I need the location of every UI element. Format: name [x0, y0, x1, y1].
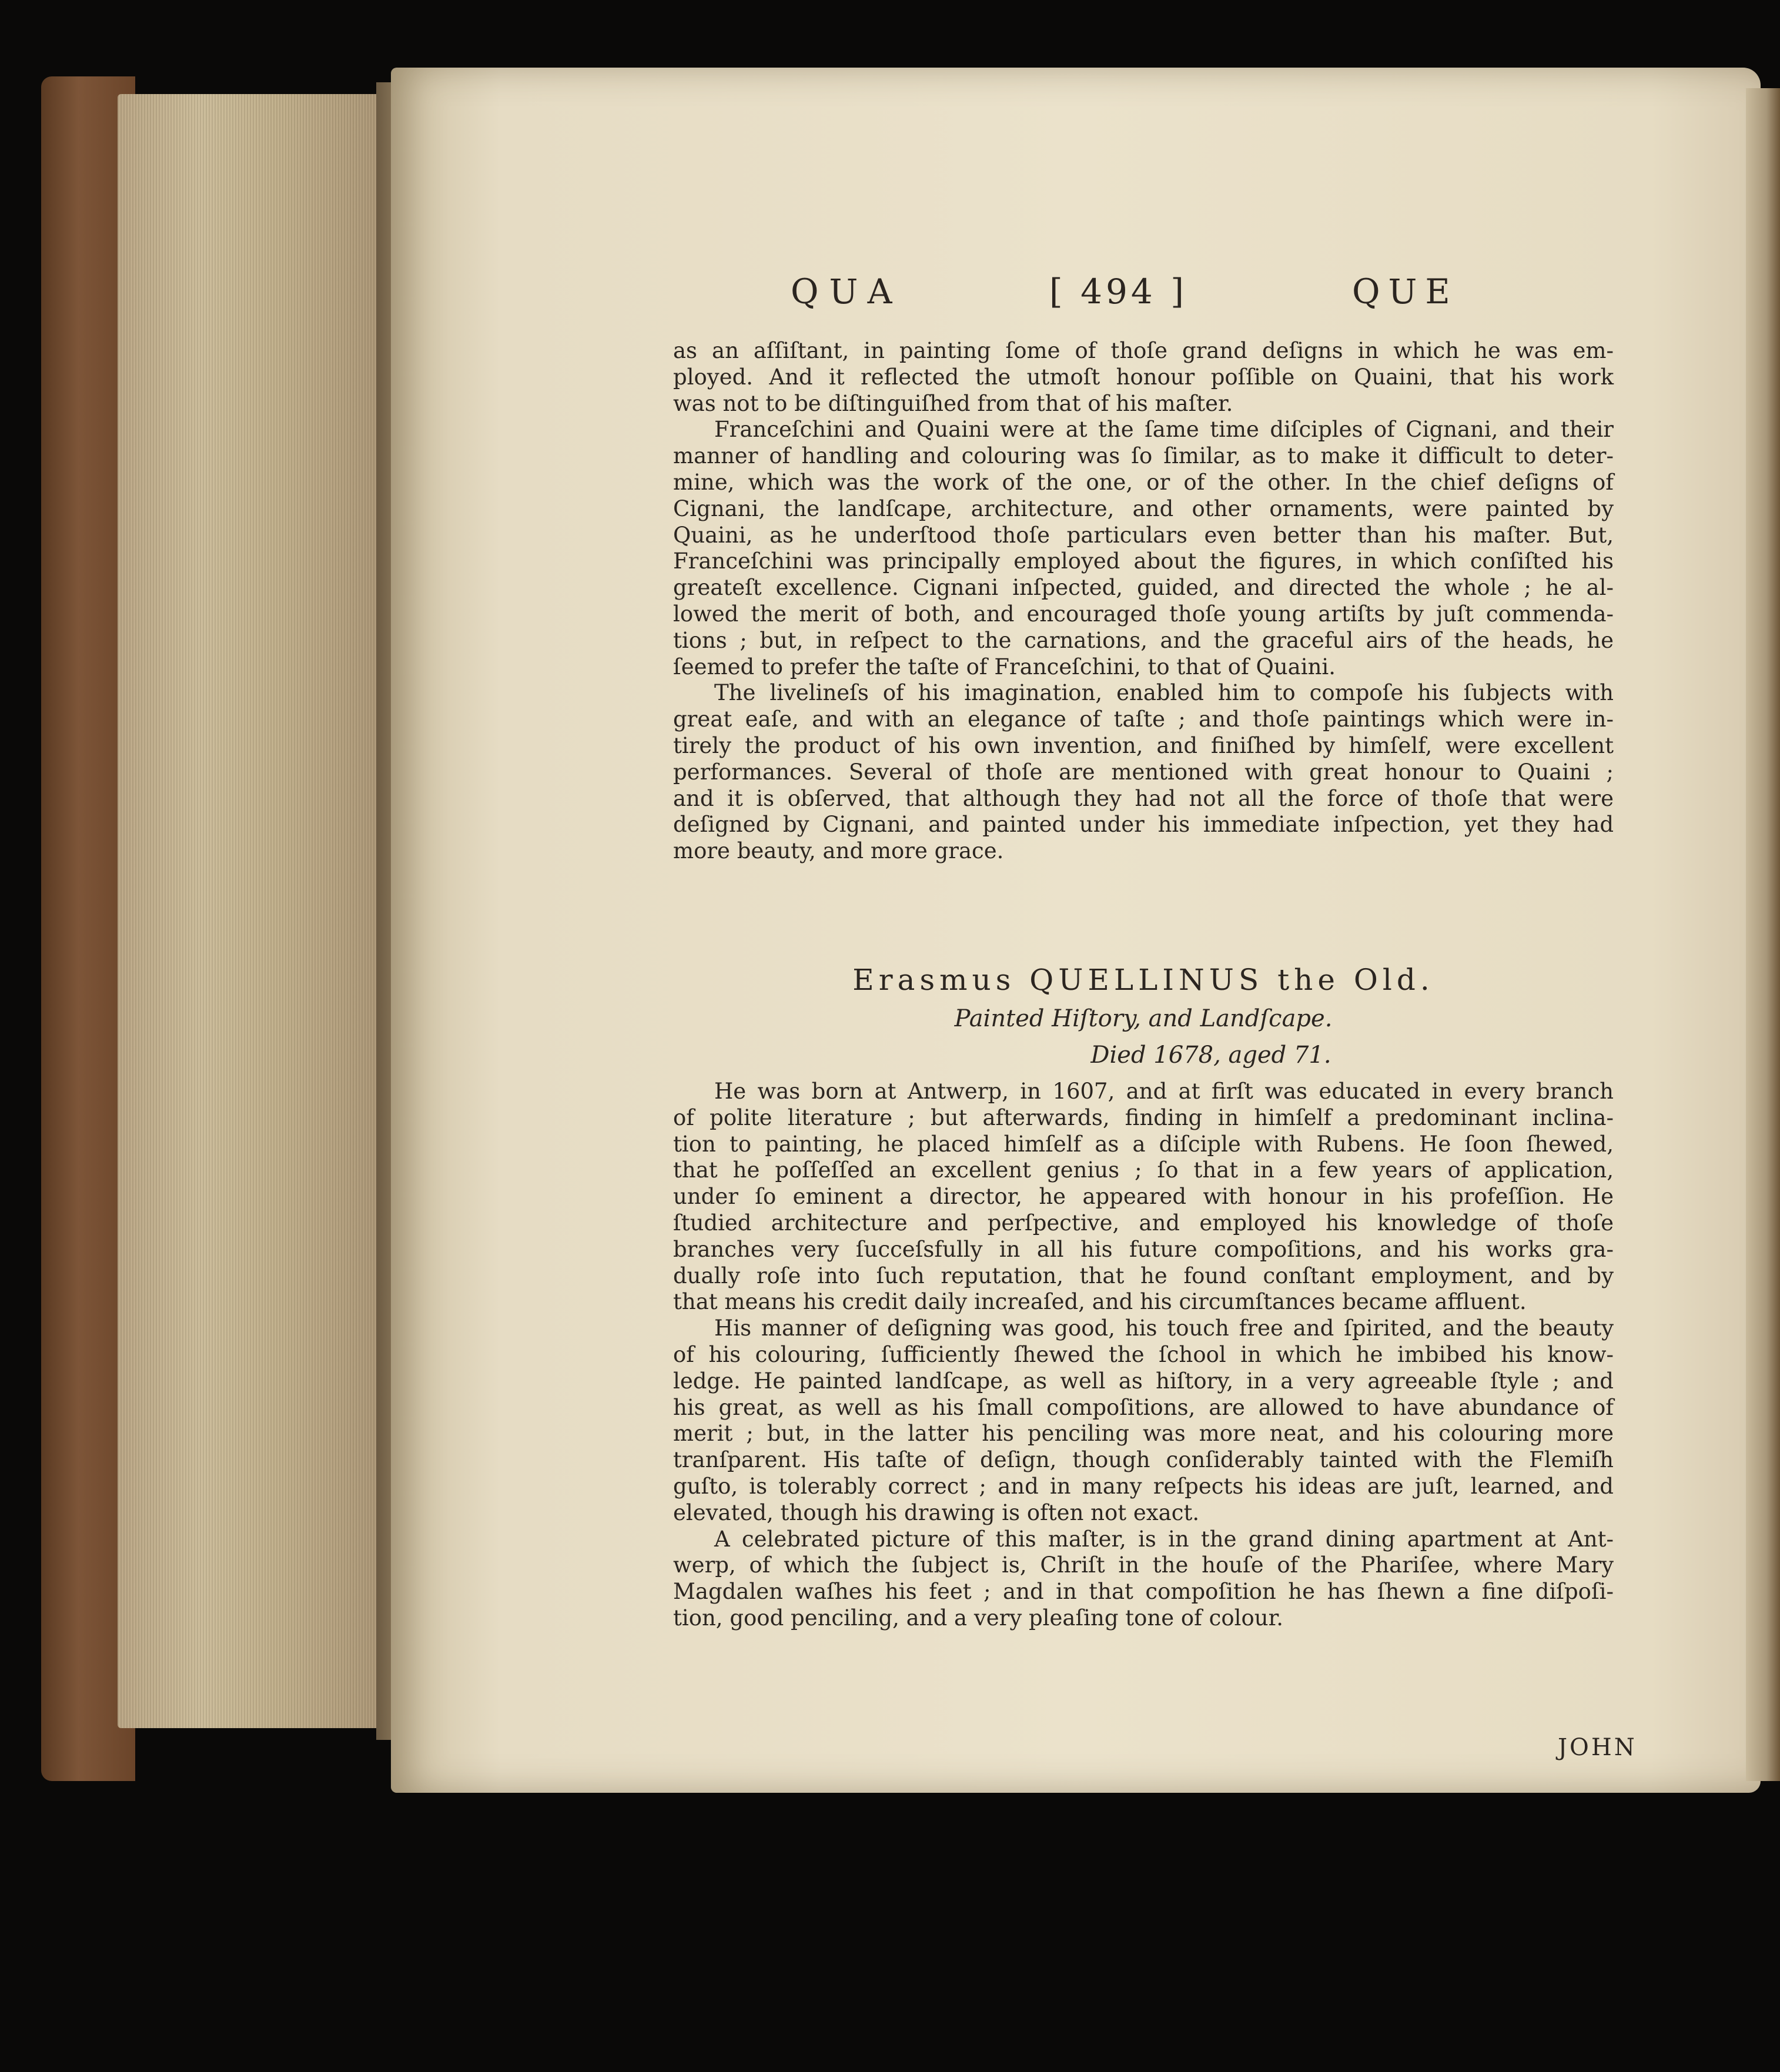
text-line: of his colouring, ſufficiently ſhewed the ſchool in which he imbibed his know- — [673, 1341, 1614, 1367]
text-line: under ſo eminent a director, he appeared with honour in his profeſſion. He — [673, 1184, 1614, 1210]
text-line: Magdalen waſhes his feet ; and in that compoſition he has ſhewn a fine diſpoſi- — [673, 1579, 1614, 1605]
text-line: He was born at Antwerp, in 1607, and at firſt was educated in every branch — [714, 1079, 1614, 1104]
text-line: that he poſſeſſed an excellent genius ; ſo that in a few years of application, — [673, 1157, 1614, 1183]
entry-subtitle: Painted Hiſtory, and Landſcape. — [954, 1005, 1333, 1032]
text-line: dually roſe into ſuch reputation, that he found conſtant employment, and by — [673, 1263, 1614, 1288]
header-right: QUE — [1352, 272, 1458, 312]
header-left: QUA — [791, 272, 903, 312]
text-line: Franceſchini and Quaini were at the ſame time diſciples of Cignani, and their — [714, 417, 1614, 443]
page-number: [ 494 ] — [1049, 272, 1187, 312]
text-line: A celebrated picture of this maſter, is in the grand dining apartment at Ant- — [714, 1526, 1614, 1552]
text-line: werp, of which the ſubject is, Chriſt in the houſe of the Phariſee, where Mary — [673, 1552, 1614, 1578]
text-line: more beauty, and more grace. — [673, 838, 1004, 864]
text-line: ledge. He painted landſcape, as well as hiſtory, in a very agreeable ſtyle ; and — [673, 1368, 1614, 1394]
body-text-section-2 — [673, 1079, 1614, 1632]
text-line: lowed the merit of both, and encouraged thoſe young artiſts by juſt commenda- — [673, 601, 1614, 627]
text-line: performances. Several of thoſe are mentioned with great honour to Quaini ; — [673, 759, 1614, 785]
body-text-section-1 — [673, 338, 1614, 865]
text-line: merit ; but, in the latter his penciling was more neat, and his colouring more — [673, 1421, 1614, 1447]
text-line: greateſt excellence. Cignani inſpected, guided, and directed the whole ; he al- — [673, 575, 1614, 601]
text-line: that means his credit daily increaſed, and his circumſtances became affluent. — [673, 1289, 1527, 1315]
text-line: was not to be diſtinguiſhed from that of his maſter. — [673, 390, 1233, 416]
text-line: great eaſe, and with an elegance of taſte ; and thoſe paintings which were in- — [673, 707, 1614, 732]
text-line: Cignani, the landſcape, architecture, and other ornaments, were painted by — [673, 496, 1614, 521]
text-line: tion, good penciling, and a very pleaſing tone of colour. — [673, 1605, 1283, 1631]
text-line: his great, as well as his ſmall compoſitions, are allowed to have abundance of — [673, 1394, 1614, 1420]
text-line: tranſparent. His taſte of deſign, though conſiderably tainted with the Flemiſh — [673, 1447, 1614, 1473]
text-line: tirely the product of his own invention, and finiſhed by himſelf, were excellent — [673, 732, 1614, 758]
entry-died: Died 1678, aged 71. — [1090, 1042, 1331, 1069]
text-line: ployed. And it reflected the utmoſt honour poſſible on Quaini, that his work — [673, 364, 1614, 390]
text-line: Franceſchini was principally employed about the figures, in which conſiſted his — [673, 548, 1614, 574]
text-line: elevated, though his drawing is often not exact. — [673, 1499, 1200, 1525]
right-page-edge — [1746, 88, 1780, 1781]
text-line: of polite literature ; but afterwards, finding in himſelf a predominant inclina- — [673, 1104, 1614, 1130]
text-line: deſigned by Cignani, and painted under his immediate inſpection, yet they had — [673, 812, 1614, 838]
text-line: ſtudied architecture and perſpective, and employed his knowledge of thoſe — [673, 1210, 1614, 1236]
text-line: mine, which was the work of the one, or of the other. In the chief deſigns of — [673, 469, 1614, 495]
running-header — [791, 272, 1584, 336]
text-line: tion to painting, he placed himſelf as a diſciple with Rubens. He ſoon ſhewed, — [673, 1131, 1614, 1157]
text-line: His manner of deſigning was good, his touch free and ſpirited, and the beauty — [714, 1315, 1614, 1341]
text-line: as an aſſiſtant, in painting ſome of thoſe grand deſigns in which he was em- — [673, 338, 1614, 363]
text-line: Quaini, as he underſtood thoſe particulars even better than his maſter. But, — [673, 522, 1614, 548]
text-line: manner of handling and colouring was ſo ſimilar, as to make it difficult to deter- — [673, 443, 1614, 469]
text-line: tions ; but, in reſpect to the carnations, and the graceful airs of the heads, he — [673, 627, 1614, 653]
catchword: JOHN — [1558, 1734, 1637, 1761]
text-line: and it is obſerved, that although they had not all the force of thoſe that were — [673, 785, 1614, 811]
text-line: The livelineſs of his imagination, enabled him to compoſe his ſubjects with — [714, 680, 1614, 706]
text-line: guſto, is tolerably correct ; and in many reſpects his ideas are juſt, learned, and — [673, 1473, 1614, 1499]
entry-name: Erasmus QUELLINUS the Old. — [852, 963, 1434, 997]
page-edges — [118, 94, 394, 1728]
text-line: ſeemed to prefer the taſte of Franceſchini, to that of Quaini. — [673, 654, 1336, 679]
text-line: branches very ſucceſsfully in all his future compoſitions, and his works gra- — [673, 1236, 1614, 1262]
